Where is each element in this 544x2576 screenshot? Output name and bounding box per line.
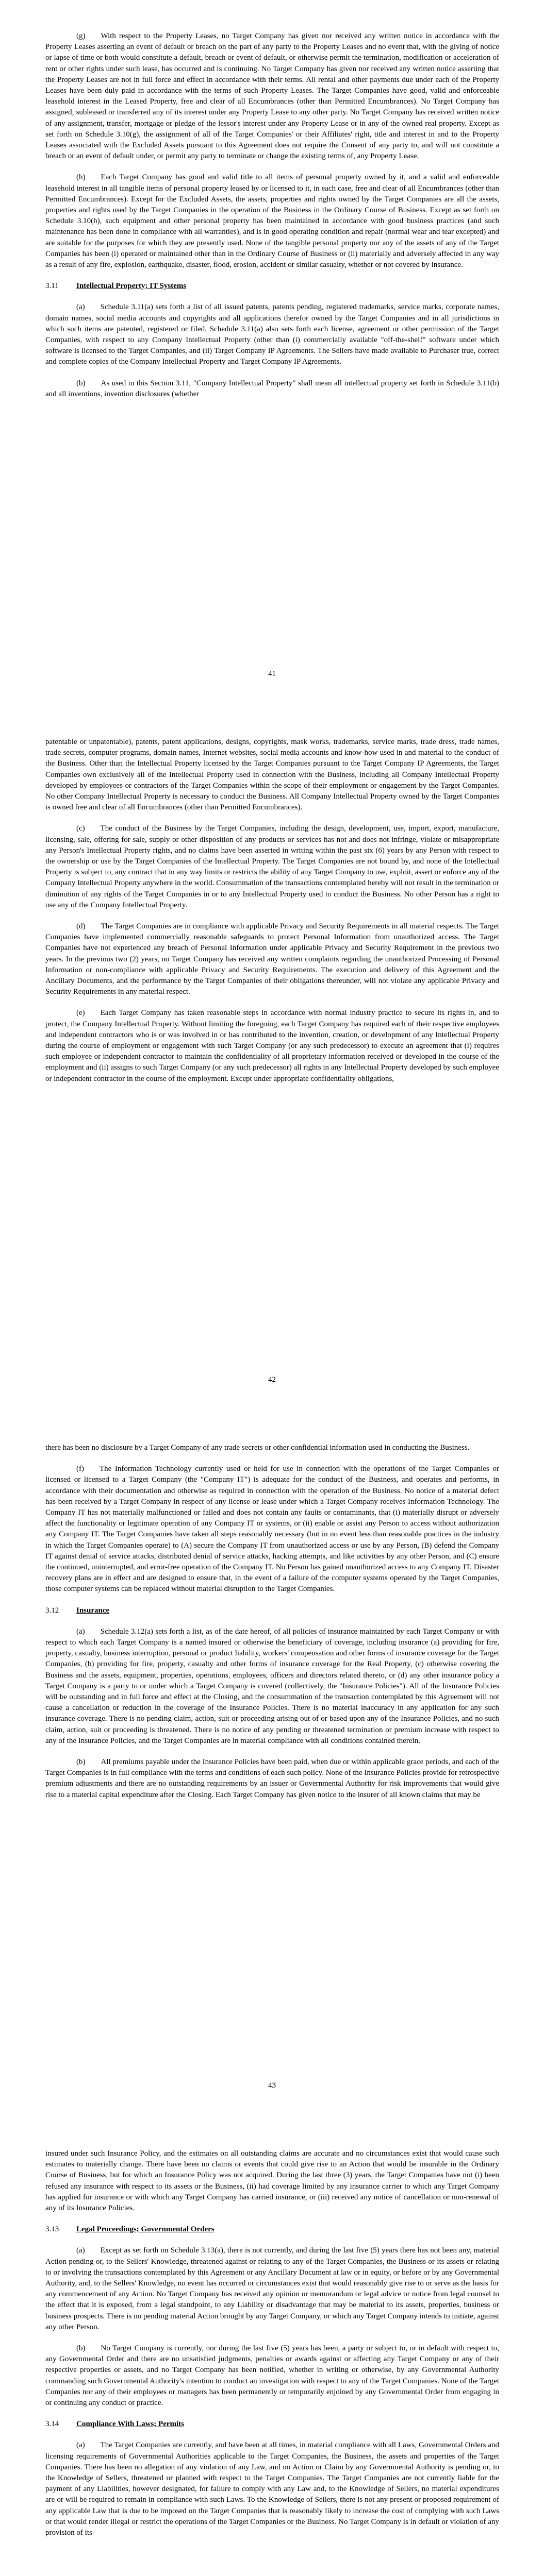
section-title: Intellectual Property; IT Systems: [76, 282, 187, 291]
section-heading-3-12: [45, 1605, 499, 1616]
page-1-body: [45, 31, 499, 410]
paragraph-3-11-e: (e) Each Target Company has taken reasonable steps in accordance with normal industry practice to secure its rights in, and to protect, the Company Intellectual Property. Without limiting the foregoing, each Target Company has required each of their respective employees and independent contractors who is or was involved in or has contributed to the invention, creation, or development of any Intellectual Property during the course of employment or engagement with such Target Company (or any such predecessor) to execute an agreement that (i) requires such employee or independent contractor to maintain the confidentiality of all proprietary information received or developed in the course of the employment and (ii) assigns to such Target Company (or any such predecessor) all rights in any Intellectual Property developed by such employee or independent contractor in the course of the employment. Except under appropriate confidentiality obligations,: [45, 1009, 499, 1083]
section-title: Compliance With Laws; Permits: [76, 2420, 185, 2429]
section-heading-3-13: [45, 2224, 499, 2235]
paragraph-3-11-f: (f) The Information Technology currently used or held for use in connection with the operations of the Target Companies or licensed or licensed to a Target Company (the "Company IT") is adequate for the conduct of the Business, and operates and performs, in accordance with their documentation and otherwise as required in connection with the operation of the Business. No notice of a material defect has been received by a Target Company in respect of any license or lease under which a Target Company receives Information Technology. The Company IT has not materially malfunctioned or failed and does not contain any faults or contaminants, that (i) materially disrupt or adversely affect the functionality or legitimate operation of any Company IT or systems, or (ii) enable or assist any Person to access without authorization any Company IT. The Target Companies have taken all steps reasonably necessary (but in no event less than reasonable practices in the industry in which the Target Companies operate) to (A) secure the Company IT from unauthorized access or use by any Person, (B) defend the Company IT against denial of service attacks, distributed denial of service attacks, hacking attempts, and like activities by any other Person, and (C) ensure the continued, uninterrupted, and error-free operation of the Company IT. No Person has gained unauthorized access to any Company IT. Disaster recovery plans are in effect and are designed to ensure that, in the event of a failure of the computer systems operated by the Target Companies, those computer systems can be replaced without material disruption to the Target Companies.: [45, 1465, 499, 1594]
paragraph-3-11-d: (d) The Target Companies are in compliance with applicable Privacy and Security Requirements in all material respects. The Target Companies have implemented commercially reasonable safeguards to protect Personal Information from unauthorized access. The Target Companies have not experienced any breach of Personal Information under applicable Privacy and Security Requirement in the previous two years. In the previous two (2) years, no Target Company has received any written complaints regarding the unauthorized Processing of Personal Information or non-compliance with applicable Privacy and Security Requirements. The execution and delivery of this Agreement and the Ancillary Documents, and the performance by the Target Companies of their obligations thereunder, will not violate any applicable Privacy and Security Requirements in any material respect.: [45, 922, 499, 996]
paragraph-3-11-c: (c) The conduct of the Business by the Target Companies, including the design, development, use, import, export, manufacture, licensing, sale, offering for sale, supply or other disposition of any products or services has not and does not infringe, violate or misappropriate any Person's Intellectual Property rights, and no claims have been asserted in writing within the past six (6) years by any Person with respect to the ownership or use by the Target Companies of the Intellectual Property. The Target Companies are not bound by, and none of the Intellectual Property is subject to, any contract that in any way limits or restricts the ability of any Target Company to use, exploit, assert or enforce any of the Company Intellectual Property anywhere in the world. Consummation of the transactions contemplated hereby will not result in the termination or diminution of any rights of the Target Companies in or to any Intellectual Property used to conduct the Business. No other Person has a right to use any of the Company Intellectual Property.: [45, 824, 499, 909]
paragraph-3-12-a: (a) Schedule 3.12(a) sets forth a list, as of the date hereof, of all policies of insurance maintained by each Target Company or with respect to which each Target Company is a named insured or otherwise the beneficiary of coverage, including insurance (a) providing for fire, property, casualty, business interruption, personal or product liability, workers' compensation and other forms of insurance coverage for the Target Companies, (b) providing for fire, property, casualty and other forms of insurance coverage for the Real Property, (c) otherwise covering the Business and the assets, equipment, properties, operations, employees, officers and directors related thereto, or (d) any other insurance policy a Target Company is a party to or under which a Target Company is covered (collectively, the "Insurance Policies"). All of the Insurance Policies will be outstanding and in full force and effect at the Closing, and the consummation of the transaction contemplated by this Agreement will not cause a cancellation or reduction in the coverage of the Insurance Policies. There is no material inaccuracy in any application for any such insurance coverage. There is no pending claim, action, suit or proceeding arising out of or based upon any of the Insurance Policies, and no such claim, action, suit or proceeding is threatened. There is no notice of any pending or threatened termination or premium increase with respect to any of the Insurance Policies, and the Target Companies are in material compliance with all conditions contained therein.: [45, 1627, 499, 1745]
page-separator: [0, 2112, 544, 2117]
document-page-4: [0, 2117, 544, 2576]
document-page-2: [0, 706, 544, 1406]
section-number: 3.13: [45, 2225, 59, 2234]
page-number: 41: [268, 670, 276, 678]
page-2-body: [45, 737, 499, 1095]
paragraph-continuation: patentable or unpatentable), patents, patent applications, designs, copyrights, mask works, trademarks, service marks, trade dress, trade names, trade secrets, computer programs, domain names, Internet websites, social media accounts and know-how used in and material to the conduct of the Business. Other than the Intellectual Property licensed by the Target Companies pursuant to the Target Company IP Agreements, the Target Companies own exclusively all of the Intellectual Property used in connection with the Business, including all Company Intellectual Property developed by employees or contractors of the Target Companies within the scope of their employment or engagement by the Target Companies. No other Company Intellectual Property is necessary to conduct the Business. All Company Intellectual Property owned by the Target Companies is owned free and clear of all Encumbrances (other than Permitted Encumbrances).: [45, 738, 499, 812]
paragraph-3-11-a: (a) Schedule 3.11(a) sets forth a list of all issued patents, patents pending, registered trademarks, service marks, corporate names, domain names, social media accounts and copyrights and all applications therefor owned by the Target Companies and in all jurisdictions in which such items are patented, registered or filed. Schedule 3.11(a) also sets forth each license, agreement or other permission of the Target Companies, with respect to any Company Intellectual Property (other than (i) commercially available "off-the-shelf" software under which software is licensed to the Target Companies, and (ii) Target Company IP Agreements. The Sellers have made available to Purchaser true, correct and complete copies of the Company Intellectual Property and Target Company IP Agreements.: [45, 303, 499, 366]
paragraph-3-11-b: (b) As used in this Section 3.11, "Company Intellectual Property" shall mean all intellectual property set forth in Schedule 3.11(b) and all inventions, invention disclosures (whether: [45, 379, 499, 398]
paragraph-3-13-a: (a) Except as set forth on Schedule 3.13(a), there is not currently, and during the last five (5) years there has not been any, material Action pending or, to the Sellers' Knowledge, threatened against or relating to any of the Target Companies, the Business or its assets or relating to or involving the transactions contemplated by this Agreement or any Ancillary Document at law or in equity, or before or by any Governmental Authority, and, to the Sellers' Knowledge, no event has occurred or circumstances exist that would reasonably give rise to or serve as the basis for any commencement of any Action. No Target Company has received any opinion or memorandum or legal advice or notice from legal counsel to the effect that it is exposed, from a legal standpoint, to any Liability or disadvantage that may be material to its assets, properties, business or business prospects. There is no pending material Action brought by any Target Company, or which any Target Company intends to initiate, against any other Person.: [45, 2246, 499, 2331]
page-3-body: [45, 1443, 499, 1811]
page-separator: [0, 701, 544, 706]
section-number: 3.11: [45, 282, 59, 291]
page-number: 43: [268, 2081, 276, 2090]
paragraph-3-13-b: (b) No Target Company is currently, nor during the last five (5) years has been, a party or subject to, or in default with respect to, any Governmental Order and there are no unsatisfied judgments, penalties or awards against or affecting any Target Company or any of their respective properties or assets, and no Target Company has been notified, whether in writing or otherwise, by any Governmental Authority commanding such Governmental Authority's intention to conduct an investigation with respect to any of the Target Companies. None of the Target Companies nor any of their employees or managers has been permanently or temporarily enjoined by any Governmental Order from engaging in or continuing any conduct or practice.: [45, 2344, 499, 2408]
page-4-body: [45, 2148, 499, 2549]
document-page-1: [0, 0, 544, 701]
page-separator: [0, 1406, 544, 1412]
paragraph-continuation: insured under such Insurance Policy, and the estimates on all outstanding claims are accurate and no circumstances exist that would cause such estimates to materially change. There have been no claims or events that could give rise to an Action that would be insurable in the Ordinary Course of Business, but for which an Insurance Policy was not acquired. During the last three (3) years, the Target Companies have not (i) been refused any insurance with respect to its assets or the Business, (ii) had coverage limited by any insurance carrier to which any Target Company has applied for insurance or with which any Target Company has carried insurance, or (iii) received any notice of cancellation or non-renewal of any of its Insurance Policies.: [45, 2149, 499, 2213]
section-number: 3.14: [45, 2420, 59, 2429]
section-number: 3.12: [45, 1606, 59, 1615]
section-heading-3-14: [45, 2419, 499, 2430]
page-number: 42: [268, 1376, 276, 1384]
section-heading-3-11: [45, 281, 499, 292]
paragraph-3-14-a: (a) The Target Companies are currently, and have been at all times, in material compliance with all Laws, Governmental Orders and licensing requirements of Governmental Authorities applicable to the Target Companies, the Business, the assets and properties of the Target Companies. There has been no allegation of any violation of any Law, and no Action or Claim by any Governmental Authority is pending or, to the Knowledge of Sellers, threatened or planned with respect to the Target Companies. The Target Companies are not currently liable for the payment of any Liabilities, however designated, for failure to comply with any Law and, to the Knowledge of Sellers, no material expenditures are or will be required to remain in compliance with such Laws. To the Knowledge of Sellers, there is not any present or proposed requirement of any applicable Law that is due to be imposed on the Target Companies that is reasonably likely to increase the cost of complying with such Laws or that would render illegal or restrict the operations of the Target Companies or the Business. No Target Company is in default or violation of any provision of its: [45, 2441, 499, 2537]
section-title: Legal Proceedings; Governmental Orders: [76, 2225, 215, 2234]
paragraph-3-10-g: (g) With respect to the Property Leases, no Target Company has given nor received any written notice in accordance with the Property Leases asserting an event of default or breach on the part of any party to the Property Leases and no event that, with the giving of notice or lapse of time or both would constitute a default, breach or event of default, or otherwise permit the termination, modification or acceleration of rent or other rights under such lease, has occurred and is continuing. No Target Company has given nor received any written notice asserting that the Property Leases are not in full force and effect in accordance with their terms. All rental and other payments due under each of the Property Leases have been duly paid in accordance with the terms of such Property Leases. The Target Companies have good, valid and enforceable leasehold interest in the Leased Property, free and clear of all Encumbrances (other than Permitted Encumbrances). No Target Company has assigned, subleased or transferred any of its interest under any Property Lease to any other party. No Target Company has received written notice of any assignment, transfer, mortgage or pledge of the lessor's interest under any Property Lease or in any of the owned real property. Except as set forth on Schedule 3.10(g), the assignment of all of the Target Companies' or their Affiliates' right, title and interest in and to the Property Leases associated with the Excluded Assets pursuant to this Agreement does not require the Consent of any party to, and will not constitute a breach or an event of default under, or permit any party to terminate or change the existing terms of, any Property Lease.: [45, 32, 499, 161]
document-page-3: [0, 1412, 544, 2112]
paragraph-continuation: there has been no disclosure by a Target Company of any trade secrets or other confidential information used in conducting the Business.: [45, 1444, 470, 1452]
paragraph-3-10-h: (h) Each Target Company has good and valid title to all items of personal property owned by it, and a valid and enforceable leasehold interest in all tangible items of personal property leased by or licensed to it, in each case, free and clear of all Encumbrances (other than Permitted Encumbrances). Except for the Excluded Assets, the assets, properties and rights owned by the Target Companies are all the assets, properties and rights used by the Target Companies in the operation of the Business in the Ordinary Course of Business. Except as set forth on Schedule 3.10(h), such equipment and other personal property has been maintained in accordance with good business practices (and such maintenance has been done in compliance with all warranties), and is in good operating condition and repair (normal wear and tear excepted) and are suitable for the purposes for which they are presently used. None of the tangible personal property nor any of the assets of any of the Target Companies has been (i) operated or maintained other than in the Ordinary Course of Business or (ii) materially and adversely affected in any way as a result of any fire, explosion, earthquake, disaster, flood, erosion, accident or similar casualty, whether or not covered by insurance.: [45, 173, 499, 269]
paragraph-3-12-b: (b) All premiums payable under the Insurance Policies have been paid, when due or within applicable grace periods, and each of the Target Companies is in full compliance with the terms and conditions of each such policy. None of the Insurance Policies provide for retrospective premium adjustments and there are no outstanding requirements by an issuer or Governmental Authority for risk improvements that would give rise to a material capital expenditure after the Closing. Each Target Company has given notice to the insurer of all known claims that may be: [45, 1758, 499, 1799]
section-title: Insurance: [76, 1606, 110, 1615]
